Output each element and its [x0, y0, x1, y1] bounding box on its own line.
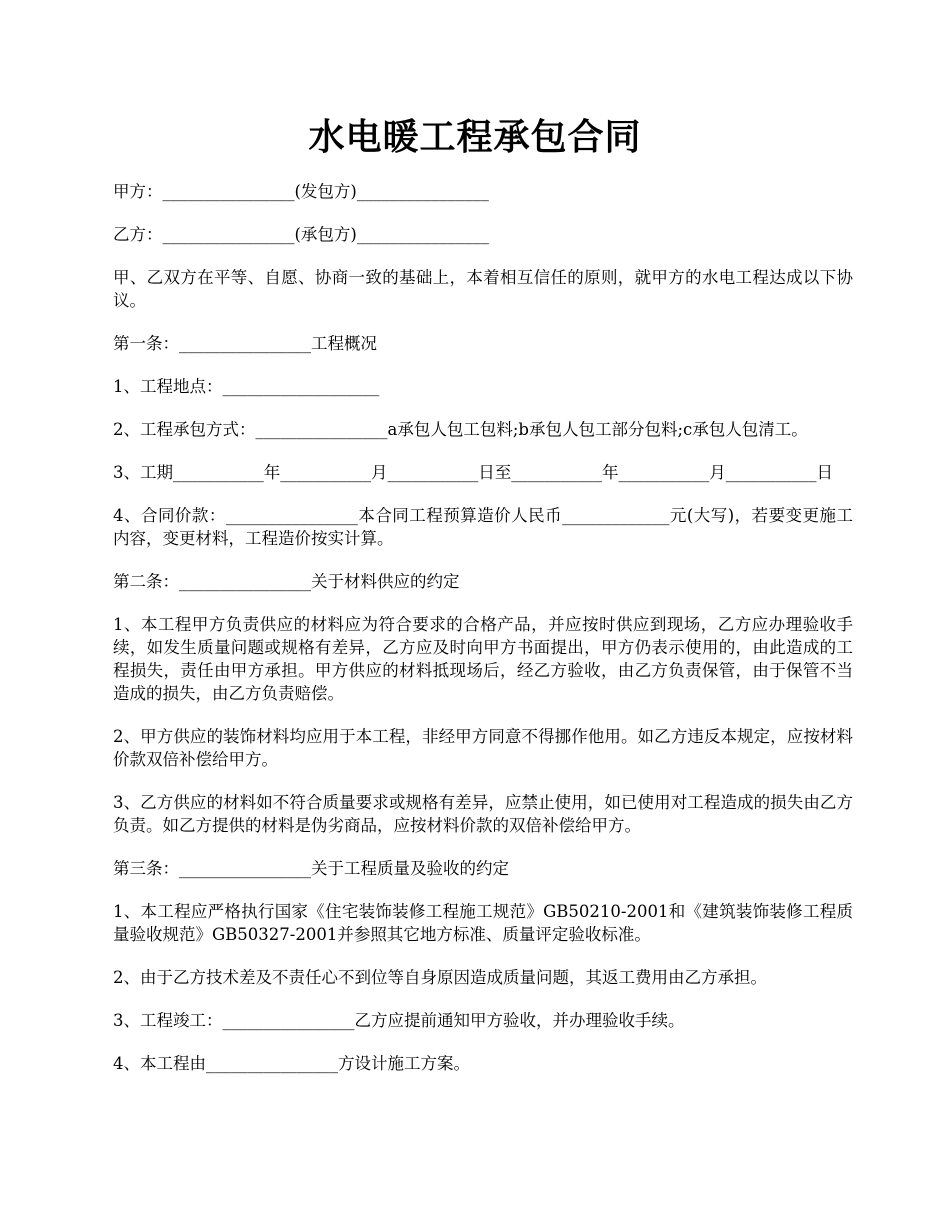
quality-clause-4: 4、本工程由________________方设计施工方案。 — [113, 1054, 470, 1073]
document-body — [113, 180, 853, 1095]
document-title: 水电暖工程承包合同 — [308, 116, 642, 158]
party-a-line: 甲方：________________(发包方)________________ — [113, 182, 489, 201]
quality-clause-2: 2、由于乙方技术差及不责任心不到位等自身原因造成质量问题，其返工费用由乙方承担。 — [113, 968, 767, 987]
contract-mode-clause: 2、工程承包方式：________________a承包人包工包料;b承包人包工部分包料;c承包人包清工。 — [113, 420, 808, 439]
project-location-clause: 1、工程地点：___________________ — [113, 377, 380, 396]
quality-clause-1: 1、本工程应严格执行国家《住宅装饰装修工程施工规范》GB50210-2001和《建筑装饰装修工程质量验收规范》GB50327-2001并参照其它地方标准、质量评定验收标准。 — [113, 902, 853, 944]
article-1-heading: 第一条：________________工程概况 — [113, 334, 377, 353]
article-2-heading: 第二条：________________关于材料供应的约定 — [113, 572, 460, 591]
contract-price-clause: 4、合同价款：________________本合同工程预算造价人民币_____________元(大写)，若要变更施工内容，变更材料，工程造价按实计算。 — [113, 506, 853, 548]
article-3-heading: 第三条：________________关于工程质量及验收的约定 — [113, 859, 509, 878]
preamble-paragraph: 甲、乙双方在平等、自愿、协商一致的基础上，本着相互信任的原则，就甲方的水电工程达成以下协议。 — [113, 268, 853, 310]
material-supply-clause-2: 2、甲方供应的装饰材料均应用于本工程，非经甲方同意不得挪作他用。如乙方违反本规定，应按材料价款双倍补偿给甲方。 — [113, 727, 853, 769]
material-supply-clause-3: 3、乙方供应的材料如不符合质量要求或规格有差异，应禁止使用，如已使用对工程造成的损失由乙方负责。如乙方提供的材料是伪劣商品，应按材料价款的双倍补偿给甲方。 — [113, 793, 853, 835]
material-supply-clause-1: 1、本工程甲方负责供应的材料应为符合要求的合格产品，并应按时供应到现场，乙方应办理验收手续，如发生质量问题或规格有差异，乙方应及时向甲方书面提出，甲方仍表示使用的，由此造成的工程损失，责任由甲方承担。甲方供应的材料抵现场后，经乙方验收，由乙方负责保管，由于保管不当造成的损失，由乙方负责赔偿。 — [113, 615, 853, 703]
quality-clause-3: 3、工程竣工：________________乙方应提前通知甲方验收，并办理验收手续。 — [113, 1011, 685, 1030]
party-b-line: 乙方：________________(承包方)________________ — [113, 225, 489, 244]
construction-period-clause: 3、工期___________年___________月___________日至___________年___________月___________日 — [113, 463, 833, 482]
